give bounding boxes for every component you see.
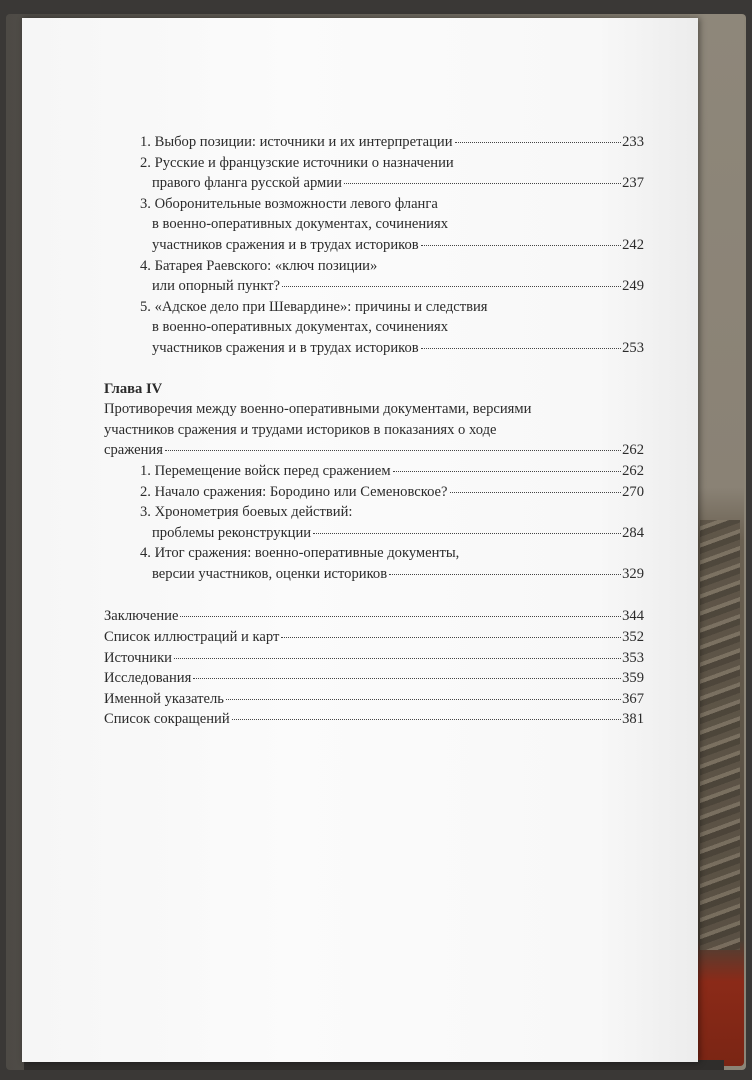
chapter-heading: Глава IV xyxy=(104,380,163,397)
toc-entry-3-5: 5. «Адское дело при Шевардине»: причины и следствия в военно-оперативных документах, сочинениях участников сражения и в трудах историков 253 xyxy=(104,297,644,359)
dot-leader xyxy=(193,678,621,679)
dot-leader xyxy=(389,574,621,575)
dot-leader xyxy=(174,658,621,659)
dot-leader xyxy=(393,471,622,472)
dot-leader xyxy=(180,616,621,617)
page-number: 253 xyxy=(622,339,644,356)
page-number: 353 xyxy=(622,649,644,666)
toc-entry-name-index: Именной указатель 367 xyxy=(104,689,644,710)
page-number: 352 xyxy=(622,629,644,646)
page-number: 367 xyxy=(622,690,644,707)
dot-leader xyxy=(282,286,621,287)
toc-entry-conclusion: Заключение 344 xyxy=(104,606,644,627)
dot-leader xyxy=(281,637,621,638)
toc-entry-research: Исследования 359 xyxy=(104,668,644,689)
dot-leader xyxy=(455,142,622,143)
page-number: 381 xyxy=(622,711,644,728)
dot-leader xyxy=(344,183,621,184)
page-number: 284 xyxy=(622,524,644,541)
page-number: 329 xyxy=(622,565,644,582)
dot-leader xyxy=(421,245,621,246)
toc-entry-3-1: 1. Выбор позиции: источники и их интерпретации 233 xyxy=(104,132,644,153)
chapter-title: Противоречия между военно-оперативными документами, версиями участников сражения и трудами историков в показаниях о ходе сражения 262 xyxy=(104,399,644,461)
book-page xyxy=(22,18,698,1062)
dot-leader xyxy=(421,348,621,349)
dot-leader xyxy=(450,492,622,493)
dot-leader xyxy=(232,719,621,720)
cover-illustration xyxy=(700,520,740,950)
toc-entry-3-3: 3. Оборонительные возможности левого фланга в военно-оперативных документах, сочинениях участников сражения и в трудах историков 242 xyxy=(104,194,644,256)
page-number: 270 xyxy=(622,483,644,500)
page-number: 262 xyxy=(622,442,644,459)
toc-entry-3-2: 2. Русские и французские источники о назначении правого фланга русской армии 237 xyxy=(104,153,644,194)
page-number: 237 xyxy=(622,175,644,192)
toc-entry-illustrations: Список иллюстраций и карт 352 xyxy=(104,627,644,648)
toc-entry-4-4: 4. Итог сражения: военно-оперативные документы, версии участников, оценки историков 329 xyxy=(104,543,644,584)
table-of-contents xyxy=(104,132,644,730)
toc-entry-4-3: 3. Хронометрия боевых действий: проблемы реконструкции 284 xyxy=(104,502,644,543)
dot-leader xyxy=(313,533,621,534)
page-number: 242 xyxy=(622,236,644,253)
page-number: 359 xyxy=(622,670,644,687)
toc-entry-4-1: 1. Перемещение войск перед сражением 262 xyxy=(104,461,644,482)
page-number: 344 xyxy=(622,608,644,625)
dot-leader xyxy=(165,450,621,451)
page-number: 233 xyxy=(622,134,644,150)
page-number: 249 xyxy=(622,278,644,295)
toc-entry-abbreviations: Список сокращений 381 xyxy=(104,709,644,730)
toc-entry-3-4: 4. Батарея Раевского: «ключ позиции» или опорный пункт? 249 xyxy=(104,256,644,297)
toc-entry-4-2: 2. Начало сражения: Бородино или Семеновское? 270 xyxy=(104,482,644,503)
dot-leader xyxy=(226,699,621,700)
page-number: 262 xyxy=(622,462,644,479)
toc-entry-sources: Источники 353 xyxy=(104,648,644,669)
